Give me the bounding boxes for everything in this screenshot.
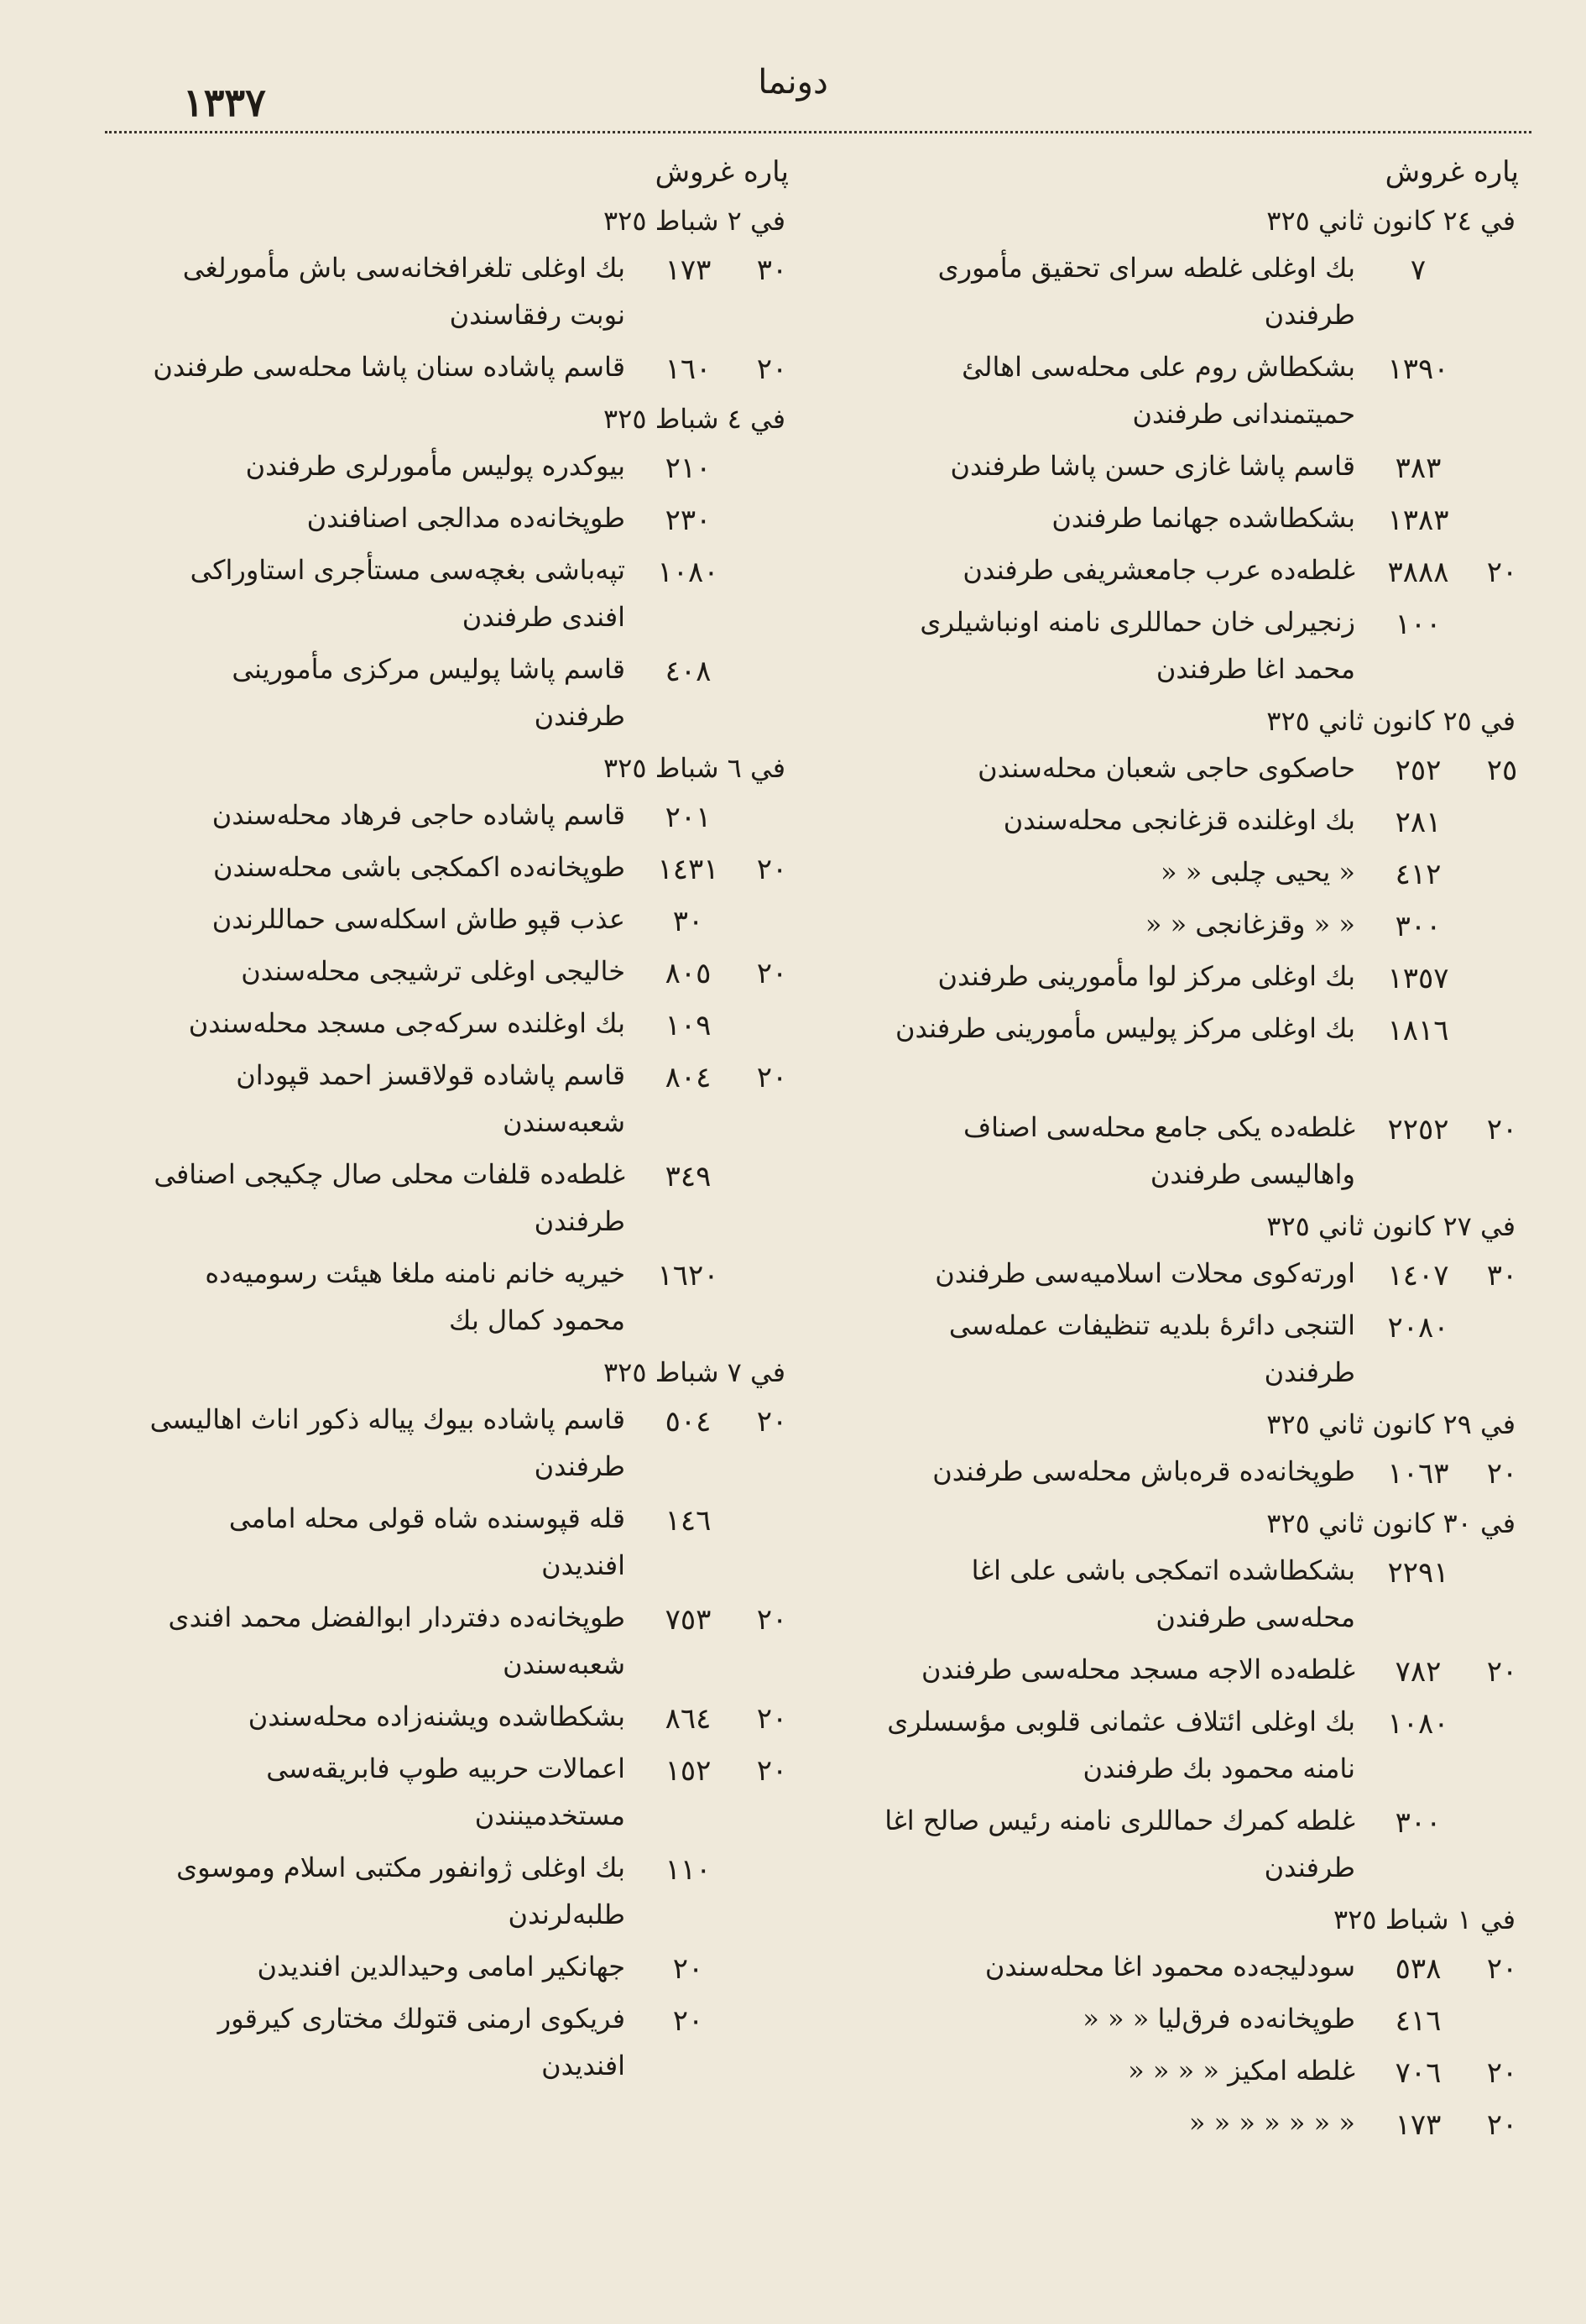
kurus-amount: ٣٠٠	[1395, 910, 1442, 943]
kurus-amount: ١٨١٦	[1387, 1014, 1449, 1047]
column-header: پاره غروش	[1385, 155, 1519, 189]
donor-description: « يحيى چلبى « «	[1160, 856, 1355, 888]
para-amount: ٢٥	[1486, 754, 1518, 787]
kurus-amount: ١٠٨٠	[657, 556, 719, 589]
donor-description: طوپخانه‌ده دفتردار ابوالفضل محمد افندى شعبه‌سندن	[168, 1601, 625, 1680]
donor-description: بك اوغلى مركز لوا مأمورينى طرفندن	[937, 960, 1355, 992]
ledger-row	[143, 791, 797, 843]
date-heading: في ٢٤ كانون ثاني ٣٢٥	[1266, 205, 1516, 237]
ledger-row	[873, 494, 1527, 546]
para-amount: ٣٠	[1486, 1259, 1518, 1293]
ledger-row	[143, 1151, 797, 1250]
ledger-row	[143, 843, 797, 896]
donor-description: طوپخانه‌ده مدالجى اصنافندن	[306, 502, 625, 534]
kurus-amount: ٨٠٤	[665, 1061, 712, 1094]
kurus-amount: ٤١٦	[1395, 2004, 1442, 2038]
kurus-amount: ٤٠٨	[665, 655, 712, 688]
kurus-amount: ١١٠	[665, 1853, 712, 1887]
para-amount: ٢٠	[1486, 2056, 1518, 2090]
kurus-amount: ٢٢٩١	[1387, 1556, 1449, 1590]
donor-description: بشكطاشده اتمكجى باشى على اغا محله‌سى طرفندن	[971, 1554, 1355, 1633]
donor-description: غلطه‌ده قلفات محلى صال چكيجى اصنافى طرفندن	[154, 1158, 625, 1237]
ledger-row	[873, 546, 1527, 598]
donor-description: عذب قپو طاش اسكله‌سى حماللرندن	[211, 903, 625, 935]
ledger-row	[143, 1594, 797, 1693]
donor-description: قاسم پاشاده قولاقسز احمد قپودان شعبه‌سندن	[236, 1059, 625, 1138]
kurus-amount: ٣٨٨٨	[1387, 556, 1449, 589]
para-amount: ٢٠	[1486, 556, 1518, 589]
ledger-row	[143, 343, 797, 395]
donor-description: غلطه‌ده يكى جامع محله‌سى اصناف واهاليسى طرفندن	[963, 1111, 1355, 1190]
date-heading: في ٣٠ كانون ثاني ٣٢٥	[1266, 1507, 1516, 1539]
date-heading: في ٢٥ كانون ثاني ٣٢٥	[1266, 705, 1516, 737]
ledger-row	[873, 244, 1527, 343]
entries-list	[873, 197, 1527, 2151]
donor-description: بك اوغلى مركز پوليس مأمورينى طرفندن	[895, 1012, 1355, 1044]
kurus-amount: ١٧٣	[665, 253, 712, 287]
ledger-row	[143, 1943, 797, 1995]
kurus-amount: ١٦٢٠	[657, 1259, 719, 1293]
para-amount: ٢٠	[756, 853, 788, 886]
ledger-row	[143, 244, 797, 343]
kurus-amount: ١٠٦٣	[1387, 1457, 1449, 1491]
ledger-row	[873, 1104, 1527, 1203]
ledger-row	[873, 1943, 1527, 1995]
para-amount: ٢٠	[756, 957, 788, 990]
kurus-amount: ٥٠٤	[665, 1405, 712, 1439]
kurus-amount: ٨٠٥	[665, 957, 712, 990]
ledger-row	[143, 1052, 797, 1151]
kurus-amount: ٢٠	[672, 2004, 704, 2038]
ledger-row	[873, 1995, 1527, 2047]
date-heading: في ٢ شباط ٣٢٥	[603, 205, 785, 237]
ledger-row	[143, 494, 797, 546]
donor-description: قاسم پاشاده سنان پاشا محله‌سى طرفندن	[153, 351, 625, 383]
kurus-amount: ١٤٣١	[657, 853, 719, 886]
ledger-row	[143, 1995, 797, 2094]
kurus-amount: ٧٥٣	[665, 1603, 712, 1637]
kurus-amount: ٣٨٣	[1395, 452, 1442, 485]
kurus-amount: ١٤٠٧	[1387, 1259, 1449, 1293]
donor-description: غلطه‌ده عرب جامعشريفى طرفندن	[963, 554, 1355, 586]
donor-description: بك اوغلى ائتلاف عثمانى قلوبى مؤسسلرى نامنه محمود بك طرفندن	[887, 1705, 1355, 1784]
ledger-row	[143, 442, 797, 494]
kurus-amount: ٤١٢	[1395, 858, 1442, 891]
kurus-amount: ٧٨٢	[1395, 1655, 1442, 1689]
left-column	[143, 147, 797, 2295]
donor-description: بشكطاشده جهانما طرفندن	[1051, 502, 1355, 534]
ledger-row	[873, 2047, 1527, 2099]
donor-description: قاسم پاشاده بيوك پياله ذكور اناث اهاليسى طرفندن	[149, 1403, 625, 1482]
date-heading: في ٧ شباط ٣٢٥	[603, 1356, 785, 1388]
donor-description: طوپخانه‌ده قره‌باش محله‌سى طرفندن	[932, 1455, 1355, 1487]
ledger-row	[873, 796, 1527, 849]
para-amount: ٢٠	[756, 1405, 788, 1439]
date-heading: في ٤ شباط ٣٢٥	[603, 403, 785, 435]
ledger-row	[143, 1693, 797, 1745]
ledger-row	[873, 744, 1527, 796]
kurus-amount: ٢٠١	[665, 801, 712, 834]
ledger-row	[143, 1396, 797, 1495]
ledger-row	[143, 1000, 797, 1052]
kurus-amount: ٧	[1410, 253, 1427, 287]
donor-description: غلطه امكيز « « « «	[1128, 2055, 1355, 2086]
ledger-row	[873, 849, 1527, 901]
kurus-amount: ١٣٨٣	[1387, 504, 1449, 537]
donor-description: خيريه خانم نامنه ملغا هيئت رسوميه‌ده محمود كمال بك	[205, 1257, 625, 1336]
kurus-amount: ٨٦٤	[665, 1702, 712, 1736]
kurus-amount: ١٧٣	[1395, 2108, 1442, 2142]
ledger-row	[143, 645, 797, 744]
ledger-row	[143, 1250, 797, 1349]
ledger-row	[873, 1250, 1527, 1302]
para-amount: ٢٠	[756, 1603, 788, 1637]
kurus-amount: ٣٠٠	[1395, 1806, 1442, 1840]
para-amount: ٢٠	[1486, 1952, 1518, 1986]
kurus-amount: ٣٠	[672, 905, 704, 938]
ledger-row	[873, 343, 1527, 442]
ledger-row	[143, 948, 797, 1000]
ledger-row	[143, 1844, 797, 1943]
donor-description: فريكوى ارمنى قتولك مختارى كيرقور افنديدن	[217, 2003, 625, 2081]
para-amount: ٣٠	[756, 253, 788, 287]
donor-description: حاصكوى حاجى شعبان محله‌سندن	[978, 752, 1355, 784]
ledger-row	[873, 1448, 1527, 1500]
donor-description: اورته‌كوى محلات اسلاميه‌سى طرفندن	[935, 1257, 1355, 1289]
ledger-row	[873, 901, 1527, 953]
donor-description: جهانكير امامى وحيدالدين افنديدن	[257, 1951, 625, 1982]
donor-description: بيوكدره پوليس مأمورلرى طرفندن	[245, 450, 625, 482]
donor-description: بك اوغلى ژوانفور مكتبى اسلام وموسوى طلبه‌لرندن	[176, 1851, 625, 1930]
kurus-amount: ٢٠	[672, 1952, 704, 1986]
para-amount: ٢٠	[1486, 2108, 1518, 2142]
donor-description: بشكطاشده ويشنه‌زاده محله‌سندن	[248, 1700, 625, 1732]
donor-description: غلطه‌ده الاجه مسجد محله‌سى طرفندن	[921, 1653, 1355, 1685]
date-heading: في ٢٧ كانون ثاني ٣٢٥	[1266, 1210, 1516, 1242]
ledger-row	[873, 1302, 1527, 1401]
para-amount: ٢٠	[756, 1702, 788, 1736]
ledger-row	[873, 1797, 1527, 1896]
running-title: دونما	[758, 63, 828, 102]
kurus-amount: ١٥٢	[665, 1754, 712, 1788]
kurus-amount: ١٤٦	[665, 1504, 712, 1538]
kurus-amount: ١٠٩	[665, 1009, 712, 1042]
donor-description: زنجيرلى خان حماللرى نامنه اونباشيلرى محمد اغا طرفندن	[920, 606, 1355, 685]
donor-description: خاليجى اوغلى ترشيجى محله‌سندن	[241, 955, 625, 987]
donor-description: طوپخانه‌ده فرق‌ليا « « «	[1083, 2003, 1355, 2034]
donor-description: اعمالات حربيه طوپ فابريقه‌سى مستخدمينندن	[266, 1752, 625, 1831]
donor-description: « « وقزغانجى « «	[1145, 908, 1355, 940]
kurus-amount: ٢٣٠	[665, 504, 712, 537]
para-amount: ٢٠	[756, 1061, 788, 1094]
kurus-amount: ٥٣٨	[1395, 1952, 1442, 1986]
ledger-row	[143, 896, 797, 948]
donor-description: بشكطاش روم على محله‌سى اهالئ حميتمندانى طرفندن	[962, 351, 1355, 430]
date-heading: في ٦ شباط ٣٢٥	[603, 752, 785, 784]
ledger-row	[873, 1646, 1527, 1698]
donor-description: طوپخانه‌ده اكمكجى باشى محله‌سندن	[213, 851, 625, 883]
para-amount: ٢٠	[756, 1754, 788, 1788]
date-heading: في ١ شباط ٣٢٥	[1333, 1904, 1516, 1935]
donor-description: بك اوغلنده قزغانجى محله‌سندن	[1003, 804, 1355, 836]
donor-description: بك اوغلنده سركه‌جى مسجد محله‌سندن	[188, 1007, 625, 1039]
para-amount: ٢٠	[1486, 1457, 1518, 1491]
donor-description: قله قپوسنده شاه قولى محله امامى افنديدن	[228, 1502, 625, 1581]
kurus-amount: ٣٤٩	[665, 1160, 712, 1193]
para-amount: ٢٠	[1486, 1113, 1518, 1146]
ledger-row	[873, 598, 1527, 697]
ledger-row	[873, 1547, 1527, 1646]
ledger-row	[873, 442, 1527, 494]
ledger-row	[143, 1495, 797, 1594]
page-number: ١٣٣٧	[183, 80, 266, 125]
kurus-amount: ١٦٠	[665, 353, 712, 386]
kurus-amount: ٢٥٢	[1395, 754, 1442, 787]
kurus-amount: ١٣٩٠	[1387, 353, 1449, 386]
donor-description: قاسم پاشا غازى حسن پاشا طرفندن	[950, 450, 1355, 482]
donor-description: التنجى دائرۀ بلديه تنظيفات عمله‌سى طرفندن	[948, 1309, 1355, 1388]
donor-description: بك اوغلى غلطه سراى تحقيق مأمورى طرفندن	[937, 252, 1355, 331]
kurus-amount: ١٠٨٠	[1387, 1707, 1449, 1741]
donor-description: غلطه كمرك حماللرى نامنه رئيس صالح اغا طرفندن	[884, 1804, 1355, 1883]
kurus-amount: ٧٠٦	[1395, 2056, 1442, 2090]
donor-description: تپه‌باشى بغچه‌سى مستأجرى استاوراكى افندى طرفندن	[190, 554, 625, 633]
kurus-amount: ١٠٠	[1395, 608, 1442, 641]
para-amount: ٢٠	[1486, 1655, 1518, 1689]
donor-description: سودليجه‌ده محمود اغا محله‌سندن	[984, 1951, 1355, 1982]
kurus-amount: ٢٢٥٢	[1387, 1113, 1449, 1146]
para-amount: ٢٠	[756, 353, 788, 386]
right-column	[873, 147, 1527, 2295]
column-header: پاره غروش	[655, 155, 789, 189]
ledger-row	[143, 1745, 797, 1844]
donor-description: قاسم پاشاده حاجى فرهاد محله‌سندن	[211, 799, 625, 831]
donor-description: « « « « « « «	[1188, 2107, 1355, 2139]
donor-description: بك اوغلى تلغرافخانه‌سى باش مأمورلغى نوبت رفقاسندن	[182, 252, 625, 331]
date-heading: في ٢٩ كانون ثاني ٣٢٥	[1266, 1408, 1516, 1440]
kurus-amount: ٢١٠	[665, 452, 712, 485]
kurus-amount: ٢٠٨٠	[1387, 1311, 1449, 1345]
ledger-row	[873, 1698, 1527, 1797]
ledger-row	[143, 546, 797, 645]
ledger-row	[873, 2099, 1527, 2151]
ledger-row	[873, 1005, 1527, 1104]
entries-list	[143, 197, 797, 2094]
kurus-amount: ٢٨١	[1395, 806, 1442, 839]
kurus-amount: ١٣٥٧	[1387, 962, 1449, 995]
header-divider	[105, 131, 1531, 133]
donor-description: قاسم پاشا پوليس مركزى مأمورينى طرفندن	[232, 653, 625, 732]
ledger-row	[873, 953, 1527, 1005]
